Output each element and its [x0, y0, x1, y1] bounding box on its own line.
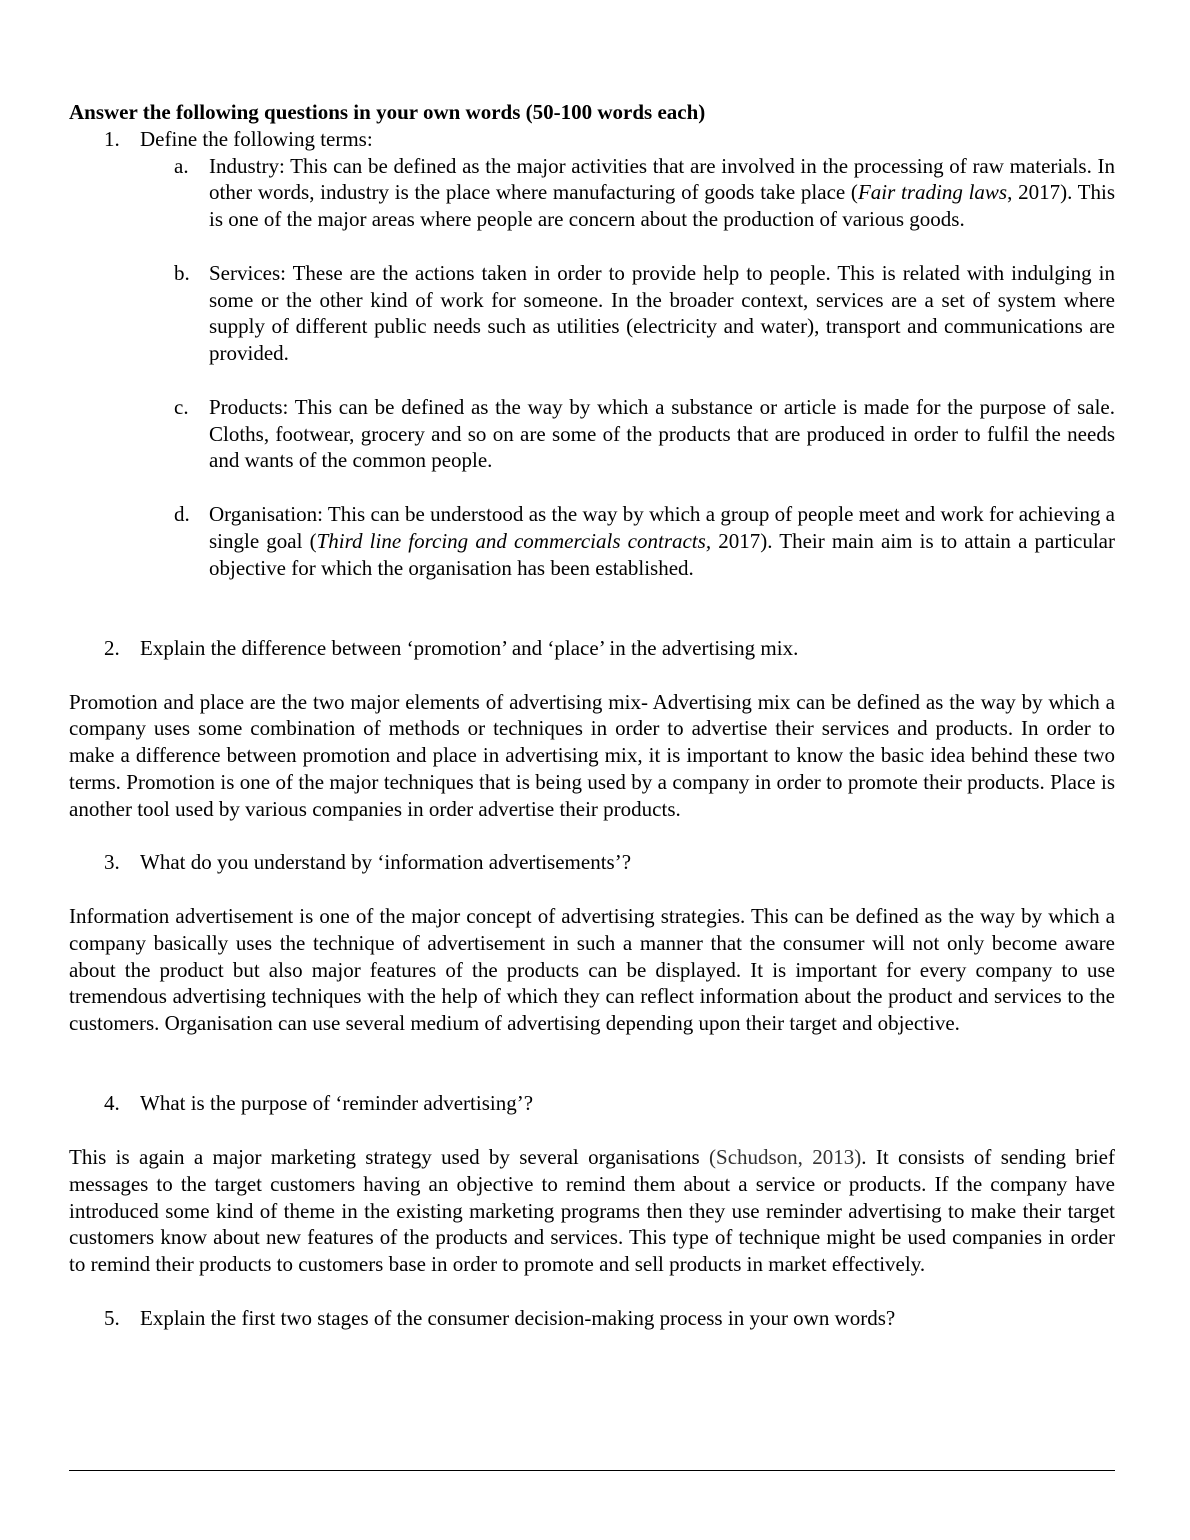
answer-2: Promotion and place are the two major elements of advertising mix- Advertising mix can be defined as the way by which a company uses some combination of methods or techniques in order to advertise their services and products. In order to make a difference between promotion and place in advertising mix, it is important to know the basic idea behind these two terms. Promotion is one of the major techniques that is being used by a company in order to promote their products. Place is another tool used by various companies in order advertise their products. [69, 689, 1115, 821]
question-4: 4. What is the purpose of ‘reminder advertising’? [104, 1091, 534, 1116]
definition-services: b. Services: These are the actions taken in order to provide help to people. This is related with indulging in some or the other kind of work for someone. In the broader context, services are a set of system where supply of different public needs such as utilities (electricity and water), transport and communications are provided. [174, 260, 1115, 366]
question-5: 5. Explain the first two stages of the consumer decision-making process in your own words? [104, 1305, 896, 1330]
definition-organisation: d. Organisation: This can be understood as the way by which a group of people meet and work for achieving a single goal (Third line forcing and commercials contracts, 2017). Their main aim is to attain a particular objective for which the organisation has been established. [174, 501, 1115, 580]
citation: (Schudson, 2013) [709, 1145, 862, 1170]
question-2: 2. Explain the difference between ‘promotion’ and ‘place’ in the advertising mix. [104, 635, 799, 660]
question-3: 3. What do you understand by ‘information advertisements’? [104, 850, 632, 875]
document-page [69, 99, 1115, 1332]
definition-products: c. Products: This can be defined as the way by which a substance or article is made for the purpose of sale. Cloths, footwear, grocery and so on are some of the products that are produced in order to fulfil the needs and wants of the common people. [174, 394, 1115, 473]
answer-4: This is again a major marketing strategy used by several organisations (Schudson, 2013). It consists of sending brief messages to the target customers having an objective to remind them about a service or products. If the company have introduced some kind of theme in the existing marketing programs then they use reminder advertising to make their target customers know about new features of the products and services. This type of technique might be used companies in order to remind their products to customers base in order to promote and sell products in market effectively. [69, 1145, 1115, 1277]
heading: Answer the following questions in your own words (50-100 words each) [69, 100, 706, 124]
answer-3: Information advertisement is one of the major concept of advertising strategies. This can be defined as the way by which a company basically uses the technique of advertisement in such a manner that the consumer will not only become aware about the product but also major features of the products can be displayed. It is important for every company to use tremendous advertising techniques with the help of which they can reflect information about the product and services to the customers. Organisation can use several medium of advertising depending upon their target and objective. [69, 903, 1115, 1036]
definition-industry: a. Industry: This can be defined as the major activities that are involved in the processing of raw materials. In other words, industry is the place where manufacturing of goods take place (Fair trading laws, 2017). This is one of the major areas where people are concern about the production of various goods. [174, 153, 1115, 232]
footer-divider [69, 1470, 1115, 1471]
question-1: 1. Define the following terms: [104, 126, 373, 151]
